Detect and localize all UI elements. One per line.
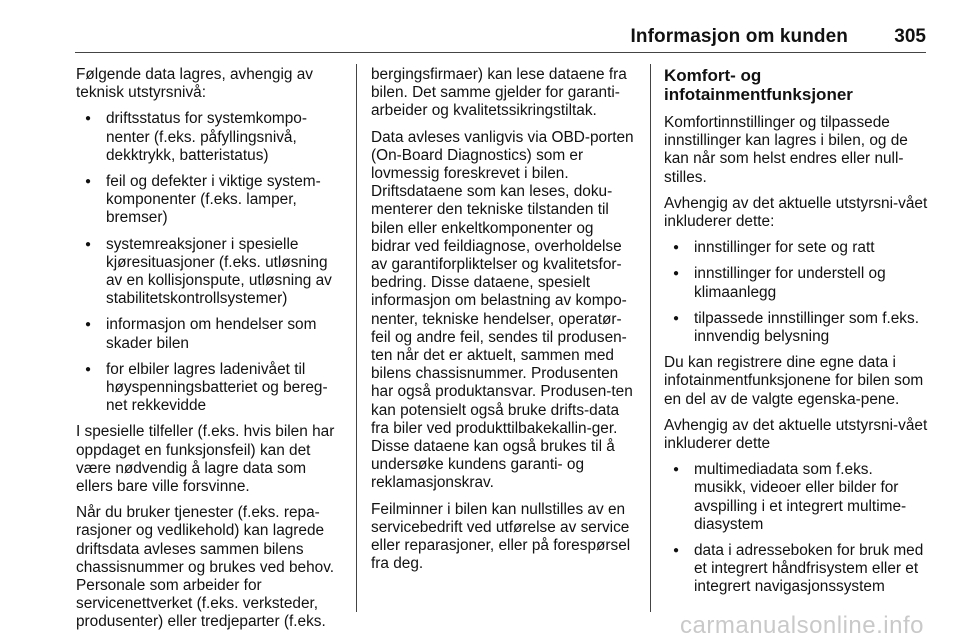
list-item: ● driftsstatus for systemkompo-nenter (f.eks. påfyllingsnivå, dekktrykk, batteristatus) (76, 110, 346, 165)
column-1 (76, 66, 346, 640)
list-item: ● innstillinger for understell og klimaanlegg (664, 265, 928, 301)
intro-paragraph: Følgende data lagres, avhengig av teknisk utstyrsnivå: (76, 66, 313, 102)
paragraph: Komfortinnstillinger og tilpassede innstillinger kan lagres i bilen, og de kan når som helst endres eller null-stilles. (664, 114, 908, 186)
paragraph: I spesielle tilfeller (f.eks. hvis bilen har oppdaget en funksjonsfeil) kan det være nødvendig å lagre data som ellers bare ville forsvinne. (76, 423, 335, 496)
paragraph: Du kan registrere dine egne data i infotainmentfunksjonene for bilen som en del av de valgte egenska-pene. (664, 354, 924, 408)
list-item: ● data i adresseboken for bruk med et integrert håndfrisystem eller et integrert navigasjonssystem (664, 542, 928, 597)
column-3 (664, 66, 928, 605)
column-2 (371, 66, 635, 581)
header-divider (75, 52, 926, 53)
list-item: ● for elbiler lagres ladenivået til høyspenningsbatteriet og bereg-net rekkevidde (76, 361, 346, 416)
infotainment-list (664, 461, 928, 596)
paragraph: Når du bruker tjenester (f.eks. repa-rasjoner og vedlikehold) kan lagrede driftsdata avleses sammen bilens chassisnummer og brukes ved behov. Personale som arbeider for servicenettverket (f.eks. verksteder, produsenter) eller tredjeparter (f.eks. (76, 504, 335, 631)
column-divider-1 (356, 64, 357, 612)
page-header (0, 0, 960, 52)
column-divider-2 (650, 64, 651, 612)
list-item: ● innstillinger for sete og ratt (664, 239, 928, 257)
page-title: Informasjon om kunden (630, 26, 848, 47)
paragraph: bergingsfirmaer) kan lese dataene fra bilen. Det samme gjelder for garanti-arbeider og kvalitetssikringstiltak. (371, 66, 627, 120)
data-list (76, 110, 346, 415)
list-item: ● systemreaksjoner i spesielle kjøresituasjoner (f.eks. utløsning av en kollisjonspute, utløsning av stabilitetskontrollsystemer) (76, 236, 346, 309)
paragraph: Avhengig av det aktuelle utstyrsni-vået inkluderer dette: (664, 194, 928, 231)
paragraph: Avhengig av det aktuelle utstyrsni-vået inkluderer dette (664, 416, 928, 453)
paragraph: Feilminner i bilen kan nullstilles av en servicebedrift ved utførelse av service eller reparasjoner, eller på forespørsel fra deg. (371, 500, 631, 573)
list-item: ● multimediadata som f.eks. musikk, videoer eller bilder for avspilling i et integrert multime-diasystem (664, 461, 928, 534)
section-heading: Komfort- og infotainmentfunksjoner (664, 66, 853, 104)
list-item: ● informasjon om hendelser som skader bilen (76, 316, 346, 352)
list-item: ● feil og defekter i viktige system-komponenter (f.eks. lamper, bremser) (76, 173, 346, 228)
list-item: ● tilpassede innstillinger som f.eks. innvendig belysning (664, 310, 928, 346)
paragraph: Data avleses vanligvis via OBD-porten (On-Board Diagnostics) som er lovmessig foreskrevet i bilen. Driftsdataene som kan leses, doku-menterer den tekniske tilstanden til bilen eller enkeltkomponenter og bidrar ved feildiagnose, overholdelse av garantiforpliktelser og kvalitetsfor-bedring. Disse dataene, spesielt informasjon om belastning av kompo-nenter, tekniske hendelser, operatør-feil og andre feil, sendes til produsen-ten når det er aktuelt, sammen med bilens chassisnummer. Produsenten har også produktansvar. Produsen-ten kan potensielt også bruke drifts-data fra biler ved produkttilbakekallin-ger. Disse dataene kan også brukes til å undersøke kundens garanti- og reklamasjonskrav. (371, 128, 634, 492)
comfort-list (664, 239, 928, 346)
watermark: carmanualsonline.info (680, 612, 924, 639)
page-number: 305 (894, 26, 926, 47)
